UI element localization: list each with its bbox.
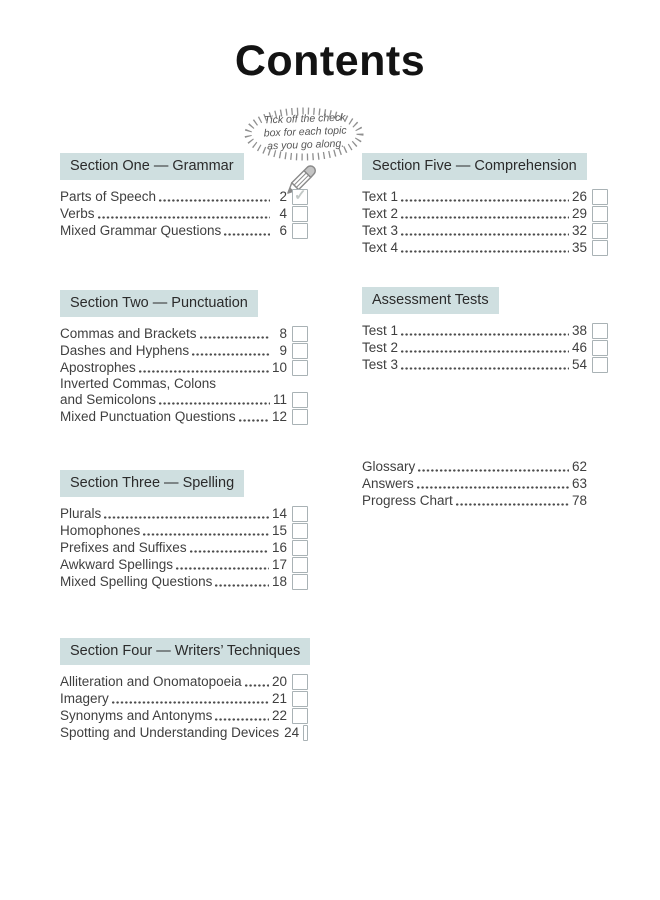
section-items (60, 505, 308, 590)
toc-item-label: Prefixes and Suffixes (60, 540, 187, 555)
checkbox[interactable] (292, 523, 308, 539)
toc-item-row (362, 458, 608, 475)
toc-section (60, 638, 308, 741)
toc-item (60, 408, 308, 425)
toc-columns (60, 153, 660, 741)
toc-item-row (362, 222, 608, 239)
toc-item (60, 522, 308, 539)
toc-item-label: Text 2 (362, 206, 399, 221)
toc-item-row (60, 573, 308, 590)
toc-item-row (362, 356, 608, 373)
checkbox[interactable] (592, 223, 608, 239)
toc-item (362, 205, 608, 222)
section-header: Assessment Tests (362, 287, 499, 314)
toc-item-label: and Semicolons (60, 392, 157, 407)
toc-item (60, 673, 308, 690)
toc-item-label: Test 2 (362, 340, 399, 355)
toc-item-label: Alliteration and Onomatopoeia (60, 674, 242, 689)
note-line: box for each topic (263, 124, 347, 140)
toc-item (60, 376, 308, 408)
toc-item-label: Glossary (362, 459, 416, 474)
toc-item (60, 505, 308, 522)
leader-dots-icon (416, 486, 569, 489)
leader-dots-icon (158, 199, 270, 202)
section-items (362, 188, 608, 256)
leader-dots-icon (400, 216, 569, 219)
page-title: Contents (234, 37, 426, 85)
toc-item-page: 63 (571, 476, 587, 491)
leader-dots-icon (400, 250, 569, 253)
toc-item-page: 11 (272, 392, 287, 407)
checkbox[interactable] (592, 323, 608, 339)
leader-dots-icon (244, 684, 269, 687)
toc-item-row (60, 539, 308, 556)
toc-item-label: Homophones (60, 523, 141, 538)
section-items (362, 322, 608, 373)
section-items (60, 188, 308, 239)
leader-dots-icon (111, 701, 269, 704)
toc-item (60, 724, 308, 741)
toc-item-page: 26 (571, 189, 587, 204)
toc-item-row (60, 673, 308, 690)
toc-item-label: Test 3 (362, 357, 399, 372)
toc-item-page: 38 (571, 323, 587, 338)
checkbox[interactable] (292, 574, 308, 590)
leader-dots-icon (189, 550, 269, 553)
leader-dots-icon (199, 336, 270, 339)
toc-section (60, 290, 308, 425)
toc-item-row (362, 339, 608, 356)
leader-dots-icon (238, 419, 269, 422)
toc-item (60, 707, 308, 724)
leader-dots-icon (97, 216, 270, 219)
checkbox[interactable] (292, 326, 308, 342)
toc-item (60, 539, 308, 556)
toc-section (60, 470, 308, 590)
checkbox[interactable] (292, 674, 308, 690)
toc-item (60, 205, 308, 222)
toc-item-label: Mixed Punctuation Questions (60, 409, 236, 424)
toc-item-label: Text 4 (362, 240, 399, 255)
toc-section (362, 153, 608, 256)
toc-column-left (60, 153, 308, 741)
toc-item-page: 8 (279, 326, 287, 341)
toc-item-page: 9 (279, 343, 287, 358)
toc-item-page: 18 (271, 574, 287, 589)
checkbox[interactable] (292, 409, 308, 425)
leader-dots-icon (191, 353, 270, 356)
toc-item (362, 492, 608, 509)
toc-item-row (362, 205, 608, 222)
toc-item (362, 188, 608, 205)
checkbox[interactable] (592, 357, 608, 373)
toc-item-row (362, 322, 608, 339)
toc-item-page: 78 (571, 493, 587, 508)
toc-item-label: Awkward Spellings (60, 557, 174, 572)
toc-item-label: Verbs (60, 206, 95, 221)
leader-dots-icon (417, 469, 569, 472)
checkbox[interactable] (292, 360, 308, 376)
checkbox[interactable] (292, 708, 308, 724)
toc-item-prelabel: Inverted Commas, Colons (60, 376, 217, 391)
leader-dots-icon (400, 199, 569, 202)
section-header: Section One — Grammar (60, 153, 244, 180)
check-icon: ✓ (294, 187, 307, 204)
leader-dots-icon (400, 350, 569, 353)
toc-item (60, 325, 308, 342)
section-items (60, 673, 308, 741)
leader-dots-icon (158, 402, 270, 405)
checkbox[interactable] (592, 340, 608, 356)
toc-item-row (60, 707, 308, 724)
leader-dots-icon (142, 533, 269, 536)
leader-dots-icon (103, 516, 269, 519)
toc-item-page: 4 (279, 206, 287, 221)
toc-column-right (362, 153, 608, 741)
checkbox[interactable] (303, 725, 308, 741)
toc-item-label: Parts of Speech (60, 189, 157, 204)
toc-item-row (60, 222, 308, 239)
section-items (60, 325, 308, 425)
toc-item-label: Test 1 (362, 323, 399, 338)
section-items (362, 458, 608, 509)
toc-item-label: Progress Chart (362, 493, 453, 508)
toc-item-page: 6 (279, 223, 287, 238)
toc-item-page: 22 (271, 708, 287, 723)
leader-dots-icon (214, 584, 269, 587)
toc-item-row (60, 359, 308, 376)
leader-dots-icon (175, 567, 269, 570)
toc-section (362, 287, 608, 373)
toc-item-page: 54 (571, 357, 587, 372)
checkbox[interactable] (592, 206, 608, 222)
toc-item-page: 12 (271, 409, 287, 424)
toc-item-label: Commas and Brackets (60, 326, 197, 341)
checkbox[interactable] (292, 691, 308, 707)
leader-dots-icon (400, 233, 569, 236)
toc-item (362, 339, 608, 356)
toc-item (60, 359, 308, 376)
toc-item-label: Mixed Grammar Questions (60, 223, 222, 238)
toc-item-label: Spotting and Understanding Devices (60, 725, 280, 740)
toc-item-page: 62 (571, 459, 587, 474)
toc-item (60, 573, 308, 590)
toc-item-page: 14 (271, 506, 287, 521)
toc-item-page: 17 (271, 557, 287, 572)
toc-item-page: 16 (271, 540, 287, 555)
toc-item (362, 222, 608, 239)
toc-item-page: 35 (571, 240, 587, 255)
toc-item-row (60, 690, 308, 707)
toc-item-label: Mixed Spelling Questions (60, 574, 213, 589)
section-header: Section Two — Punctuation (60, 290, 258, 317)
leader-dots-icon (455, 503, 569, 506)
tick-note-text (235, 98, 375, 155)
toc-item-row (60, 556, 308, 573)
checkbox[interactable] (292, 189, 308, 205)
toc-item-row (60, 408, 308, 425)
checkbox[interactable] (292, 392, 308, 408)
toc-item-page: 32 (571, 223, 587, 238)
toc-item (60, 342, 308, 359)
section-header: Section Four — Writers’ Techniques (60, 638, 310, 665)
toc-item (362, 239, 608, 256)
checkbox[interactable] (592, 189, 608, 205)
checkbox[interactable] (292, 343, 308, 359)
note-line: Tick off the check (263, 111, 346, 127)
toc-item-page: 10 (271, 360, 287, 375)
toc-item-page: 46 (571, 340, 587, 355)
checkbox[interactable] (592, 240, 608, 256)
toc-item-row (60, 522, 308, 539)
checkbox[interactable] (292, 206, 308, 222)
toc-item-row (362, 188, 608, 205)
toc-item-label: Imagery (60, 691, 109, 706)
toc-item-label: Text 3 (362, 223, 399, 238)
toc-item (362, 322, 608, 339)
toc-item-label: Text 1 (362, 189, 399, 204)
toc-item-row (60, 205, 308, 222)
leader-dots-icon (138, 370, 269, 373)
toc-item-row (362, 475, 608, 492)
toc-item-row (60, 391, 308, 408)
checkbox[interactable] (292, 540, 308, 556)
toc-item-label: Answers (362, 476, 414, 491)
toc-item-label: Synonyms and Antonyms (60, 708, 213, 723)
toc-item (60, 556, 308, 573)
toc-item-row (60, 188, 308, 205)
toc-item-row (362, 492, 608, 509)
leader-dots-icon (400, 367, 569, 370)
toc-item-row (60, 724, 308, 741)
section-header: Section Three — Spelling (60, 470, 244, 497)
toc-item-row (60, 325, 308, 342)
toc-section (362, 458, 608, 509)
toc-item-page: 21 (271, 691, 287, 706)
toc-item-row (60, 342, 308, 359)
toc-item-row (60, 505, 308, 522)
toc-item-page: 29 (571, 206, 587, 221)
toc-item-page: 15 (271, 523, 287, 538)
toc-item-label: Apostrophes (60, 360, 136, 375)
checkbox[interactable] (292, 506, 308, 522)
toc-item (362, 458, 608, 475)
toc-item (60, 188, 308, 205)
toc-item (362, 356, 608, 373)
toc-item (60, 690, 308, 707)
toc-item (60, 222, 308, 239)
toc-item-row (362, 239, 608, 256)
toc-item (362, 475, 608, 492)
section-header: Section Five — Comprehension (362, 153, 587, 180)
toc-item-label: Dashes and Hyphens (60, 343, 190, 358)
toc-item-label: Plurals (60, 506, 102, 521)
toc-item-page: 24 (284, 725, 300, 740)
note-line: as you go along. (266, 137, 345, 153)
checkbox[interactable] (292, 557, 308, 573)
toc-item-page: 20 (271, 674, 287, 689)
leader-dots-icon (223, 233, 270, 236)
checkbox[interactable] (292, 223, 308, 239)
leader-dots-icon (400, 333, 569, 336)
leader-dots-icon (214, 718, 269, 721)
toc-item-page: 2 (279, 189, 287, 204)
